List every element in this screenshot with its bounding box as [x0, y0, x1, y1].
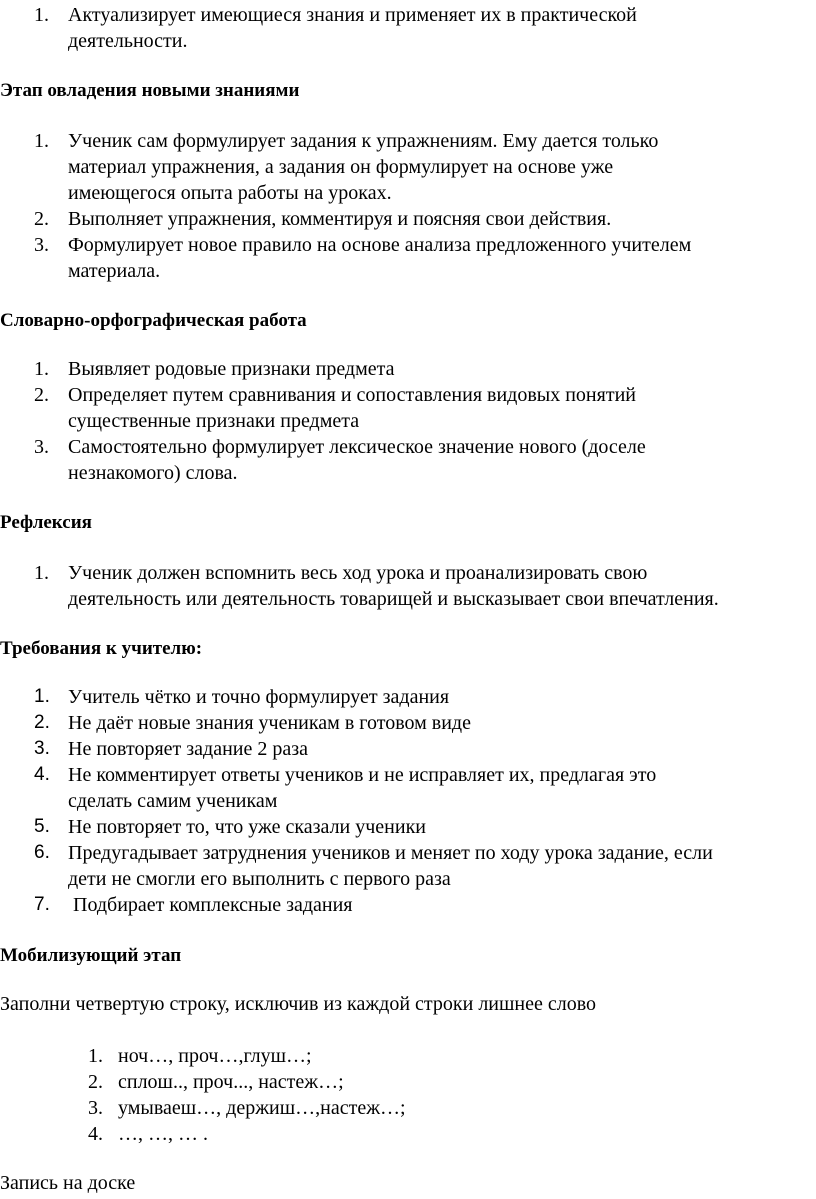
reflection-list — [10, 560, 719, 612]
list-number: 3. — [88, 1097, 103, 1119]
list-number: 1. — [34, 4, 49, 26]
list-item-line: материал упражнения, а задания он формулирует на основе уже — [68, 156, 614, 178]
list-item — [10, 206, 691, 232]
list-item-line: умываеш…, держиш…,настеж…; — [118, 1097, 406, 1119]
list-item — [10, 382, 646, 434]
list-number: 2. — [34, 384, 49, 406]
intro-list — [10, 2, 637, 54]
list-item-line: Учитель чётко и точно формулирует задания — [68, 686, 450, 708]
list-item — [10, 2, 637, 54]
list-item — [0, 1121, 406, 1147]
list-item-line: Выявляет родовые признаки предмета — [68, 358, 395, 380]
list-item — [10, 710, 713, 736]
list-item — [10, 684, 713, 710]
list-item-line: сделать самим ученикам — [68, 790, 278, 812]
footer-note: Запись на доске — [0, 1172, 136, 1194]
list-item — [10, 762, 713, 814]
word-rows-list — [0, 1043, 406, 1147]
list-number: 1. — [88, 1045, 103, 1067]
list-item — [10, 128, 691, 206]
list-item-line: Актуализирует имеющиеся знания и применяет их в практической — [68, 4, 637, 26]
list-number: 5. — [34, 816, 50, 837]
list-number: 6. — [34, 842, 50, 863]
list-item-line: незнакомого) слова. — [68, 462, 238, 484]
list-item-line: существенные признаки предмета — [68, 410, 360, 432]
list-item-line: Ученик должен вспомнить весь ход урока и проанализировать свою — [68, 562, 648, 584]
section-heading-reflection: Рефлексия — [0, 512, 92, 533]
list-number: 3. — [34, 738, 50, 759]
list-item — [0, 1069, 406, 1095]
list-item — [10, 232, 691, 284]
list-item-line: Не комментирует ответы учеников и не исправляет их, предлагая это — [68, 764, 657, 786]
list-item-line: материала. — [68, 260, 161, 282]
list-number: 1. — [34, 358, 49, 380]
list-item-line: Не повторяет то, что уже сказали ученики — [68, 816, 427, 838]
mobilizing-instruction: Заполни четвертую строку, исключив из каждой строки лишнее слово — [0, 993, 597, 1015]
list-number: 2. — [34, 712, 50, 733]
list-item-line: Подбирает комплексные задания — [68, 894, 353, 916]
list-number: 7. — [34, 894, 50, 915]
list-number: 1. — [34, 686, 50, 707]
list-item — [0, 1095, 406, 1121]
list-item — [10, 840, 713, 892]
list-item-line: Определяет путем сравнивания и сопоставления видовых понятий — [68, 384, 636, 406]
list-item — [10, 434, 646, 486]
list-item — [0, 1043, 406, 1069]
list-item-line: Не даёт новые знания ученикам в готовом виде — [68, 712, 471, 734]
list-item — [10, 736, 713, 762]
list-item-line: Не повторяет задание 2 раза — [68, 738, 309, 760]
list-item-line: имеющегося опыта работы на уроках. — [68, 182, 392, 204]
list-item-line: деятельность или деятельность товарищей и высказывает свои впечатления. — [68, 588, 719, 610]
list-item-line: деятельности. — [68, 30, 188, 52]
list-item-line: Формулирует новое правило на основе анализа предложенного учителем — [68, 234, 692, 256]
section-heading-teacher: Требования к учителю: — [0, 638, 203, 659]
list-item-line: …, …, … . — [118, 1123, 208, 1145]
list-number: 1. — [34, 562, 49, 584]
list-number: 4. — [34, 764, 50, 785]
list-item-line: Выполняет упражнения, комментируя и поясняя свои действия. — [68, 208, 612, 230]
vocabulary-list — [10, 356, 646, 486]
list-item — [10, 356, 646, 382]
new-knowledge-list — [10, 128, 691, 284]
section-heading-vocabulary: Словарно-орфографическая работа — [0, 310, 307, 331]
list-item-line: дети не смогли его выполнить с первого раза — [68, 868, 451, 890]
list-number: 3. — [34, 436, 49, 458]
list-item-line: Самостоятельно формулирует лексическое значение нового (доселе — [68, 436, 646, 458]
list-number: 3. — [34, 234, 49, 256]
list-item-line: Предугадывает затруднения учеников и меняет по ходу урока задание, если — [68, 842, 713, 864]
list-item-line: сплош.., проч..., настеж…; — [118, 1071, 344, 1093]
list-item-line: ноч…, проч…,глуш…; — [118, 1045, 312, 1067]
teacher-requirements-list — [10, 684, 713, 918]
section-heading-mobilizing: Мобилизующий этап — [0, 945, 182, 966]
list-item-line: Ученик сам формулирует задания к упражнениям. Ему дается только — [68, 130, 659, 152]
list-item — [10, 814, 713, 840]
list-item — [10, 892, 713, 918]
list-number: 2. — [34, 208, 49, 230]
list-number: 4. — [88, 1123, 103, 1145]
section-heading-new-knowledge: Этап овладения новыми знаниями — [0, 80, 300, 101]
list-item — [10, 560, 719, 612]
list-number: 1. — [34, 130, 49, 152]
list-number: 2. — [88, 1071, 103, 1093]
